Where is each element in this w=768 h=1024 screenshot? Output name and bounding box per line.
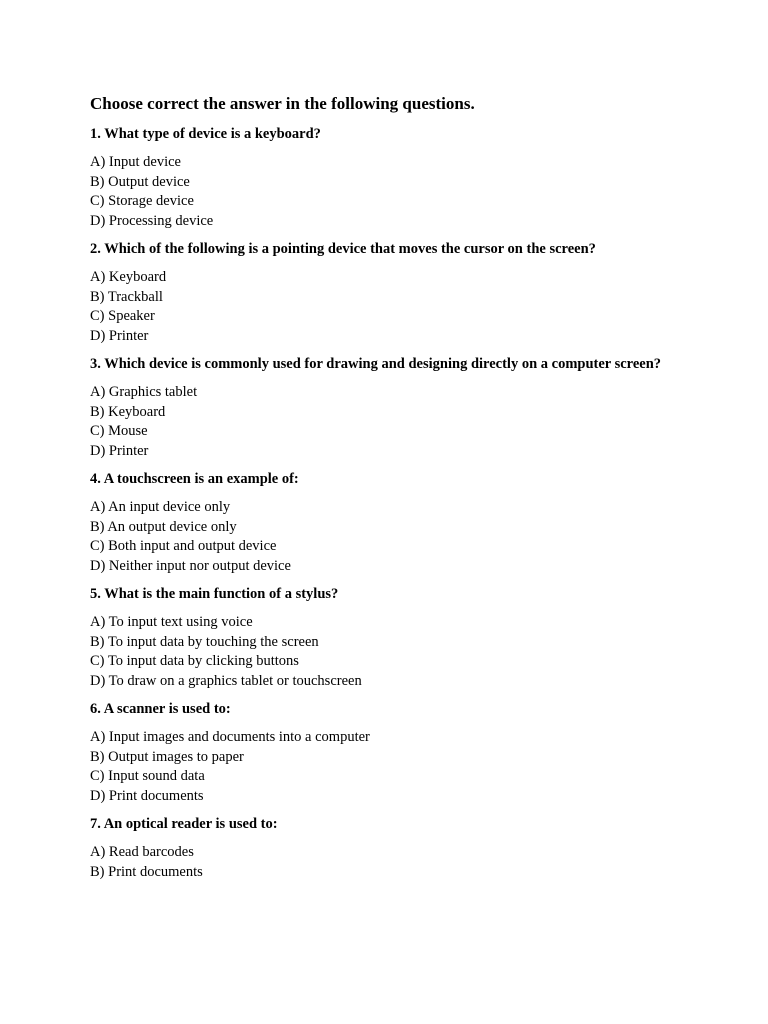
option-d: D) Print documents [90,787,204,804]
question-text: 5. What is the main function of a stylus? [90,586,339,602]
option-c: C) Mouse [90,423,148,439]
option-d: D) Processing device [90,212,214,229]
option-b: B) Trackball [90,288,163,305]
option-b: B) Output device [90,173,190,190]
answer-options [90,498,690,576]
option-b: B) Output images to paper [90,748,244,765]
document-title: Choose correct the answer in the following questions. [90,94,475,113]
question-1 [90,124,690,231]
option-b: B) Keyboard [90,403,166,420]
question-text: 4. A touchscreen is an example of: [90,471,299,487]
option-a: A) Input device [90,154,181,170]
option-a: A) Keyboard [90,269,167,285]
question-text: 1. What type of device is a keyboard? [90,126,321,142]
answer-options [90,613,690,691]
question-4 [90,469,690,576]
option-c: C) Both input and output device [90,538,277,554]
option-d: D) Neither input nor output device [90,557,291,574]
question-6 [90,699,690,806]
option-c: C) Speaker [90,308,155,324]
answer-options [90,728,690,806]
document-page [90,93,690,890]
question-text: 3. Which device is commonly used for drawing and designing directly on a computer screen? [90,356,662,372]
question-2 [90,239,690,346]
option-b: B) An output device only [90,518,237,535]
question-7 [90,814,690,882]
question-text: 7. An optical reader is used to: [90,816,278,832]
answer-options [90,153,690,231]
option-a: A) An input device only [90,499,231,515]
answer-options [90,268,690,346]
option-c: C) Input sound data [90,768,205,784]
option-d: D) Printer [90,327,149,344]
answer-options [90,843,690,882]
option-b: B) Print documents [90,863,203,880]
question-3 [90,354,690,461]
option-a: A) To input text using voice [90,614,253,630]
question-text: 2. Which of the following is a pointing device that moves the cursor on the screen? [90,241,596,257]
option-c: C) Storage device [90,193,194,209]
option-a: A) Read barcodes [90,844,194,860]
option-d: D) Printer [90,442,149,459]
option-c: C) To input data by clicking buttons [90,653,299,669]
option-a: A) Graphics tablet [90,384,198,400]
option-b: B) To input data by touching the screen [90,633,319,650]
answer-options [90,383,690,461]
question-text: 6. A scanner is used to: [90,701,231,717]
question-5 [90,584,690,691]
option-a: A) Input images and documents into a computer [90,729,370,745]
option-d: D) To draw on a graphics tablet or touchscreen [90,672,362,689]
